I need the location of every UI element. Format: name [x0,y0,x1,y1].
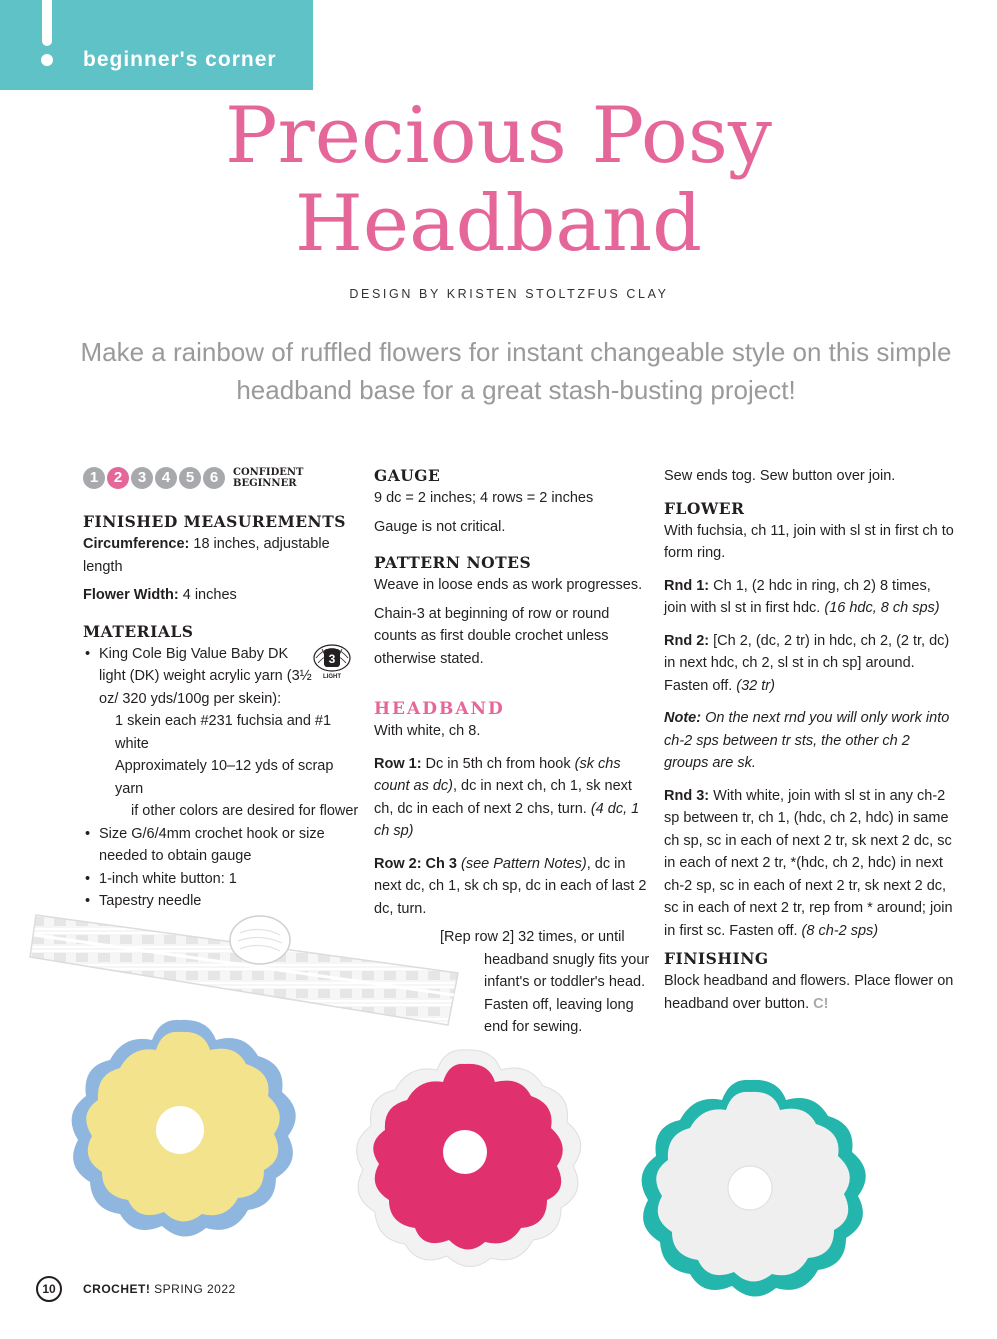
page-number: 10 [36,1276,62,1302]
skill-level-4: 4 [155,467,177,489]
pink-flower-photo [325,1040,605,1280]
list-item: • Tapestry needle [83,890,361,913]
flower-heading: FLOWER [664,498,745,518]
round-3: Rnd 3: With white, join with sl st in any ch-2 sp between tr, ch 1, (hdc, ch 2, hdc) in same ch sp, sc in each of next 2 tr, sk next 2 dc, sc in each of next 2 tr, *(hdc, ch 2, hdc) in next ch-2 sp, sc in each of next 2 tr, sk next 2 dc, sc in each of next 2 tr, rep from * around; join in first sc. Fasten off. (8 ch-2 sps) [664,787,953,939]
title-line-1: Precious Posy [225,91,772,181]
flower-start: With fuchsia, ch 11, join with sl st in first ch to form ring. [664,522,954,561]
gauge-note: Gauge is not critical. [374,518,506,535]
skill-level [83,465,361,491]
pattern-note: Chain-3 at beginning of row or round counts as first double crochet unless otherwise stated. [374,605,610,667]
flower-icon [642,1080,866,1297]
list-item: • 1-inch white button: 1 [83,868,361,891]
skill-level-3: 3 [131,467,153,489]
row-2: Row 2: Ch 3 (see Pattern Notes), dc in next dc, ch 1, sk ch sp, dc in each of last 2 dc, turn. [374,855,647,917]
repeat-line: Fasten off, leaving long [484,996,634,1013]
skill-level-6: 6 [203,467,225,489]
finished-measurements-heading: FINISHED MEASUREMENTS [83,512,346,531]
yellow-flower-photo [40,1010,320,1250]
repeat-line: end for sewing. [484,1019,583,1035]
pattern-notes-heading: PATTERN NOTES [374,553,532,572]
finishing-text: Block headband and flowers. Place flower on headband over button. C! [664,973,954,1012]
section-label: beginner's corner [83,48,277,71]
column-3 [664,465,954,1021]
gauge-line: 9 dc = 2 inches; 4 rows = 2 inches [374,490,594,506]
sew-instruction: Sew ends tog. Sew button over join. [664,468,896,484]
column-1 [83,465,361,913]
list-item: • King Cole Big Value Baby DK light (DK) weight acrylic yarn (3½ oz/ 320 yds/100g per skein): [83,643,361,711]
round-1: Rnd 1: Ch 1, (2 hdc in ring, ch 2) 8 times, join with sl st in first hdc. (16 hdc, 8 ch sps) [664,577,940,616]
skill-level-1: 1 [83,467,105,489]
list-item: Approximately 10–12 yds of scrap yarn [115,758,334,797]
exclamation-icon [38,0,56,90]
button-icon [230,916,290,964]
round-2: Rnd 2: [Ch 2, (dc, 2 tr) in hdc, ch 2, (2 tr, dc) in next hdc, ch 2, sl st in ch sp] around. Fasten off. (32 tr) [664,632,950,694]
repeat-line: infant's or toddler's head. [484,974,646,990]
round-note: Note: On the next rnd you will only work into ch-2 sps between tr sts, the other ch 2 groups are sk. [664,710,950,771]
repeat-line: headband snugly fits your [484,951,650,968]
skill-level-2: 2 [107,467,129,489]
yarn-weight-label: LIGHT [323,674,341,680]
row-1: Row 1: Dc in 5th ch from hook (sk chs count as dc), dc in next ch, ch 1, sk next ch, dc in each of next 2 chs, turn. (4 dc, 1 ch sp) [374,755,640,839]
flower-width: Flower Width: 4 inches [83,587,237,603]
section-tab [0,0,313,90]
byline: DESIGN BY KRISTEN STOLTZFUS CLAY [349,287,669,301]
circumference: Circumference: 18 inches, adjustable length [83,536,330,575]
skill-level-5: 5 [179,467,201,489]
footer-issue: CROCHET! SPRING 2022 [83,1282,236,1296]
intro-text: Make a rainbow of ruffled flowers for instant changeable style on this simple headband base for a great stash-busting project! [80,337,952,405]
page-title [0,92,997,268]
headband-start: With white, ch 8. [374,723,481,739]
finishing-heading: FINISHING [664,949,769,968]
list-item: if other colors are desired for flower [131,803,359,819]
materials-heading: MATERIALS [83,621,194,641]
headband-heading: HEADBAND [374,699,505,719]
title-line-2: Headband [294,179,703,269]
svg-text:3: 3 [328,652,336,666]
skill-label: CONFIDENT BEGINNER [233,467,304,489]
gauge-heading: GAUGE [374,466,441,485]
flower-icon [72,1020,296,1237]
repeat-line: [Rep row 2] 32 times, or until [440,929,625,945]
list-item: • Size G/6/4mm crochet hook or size needed to obtain gauge [83,823,361,868]
pattern-note: Weave in loose ends as work progresses. [374,577,643,593]
list-item: 1 skein each #231 fuchsia and #1 white [115,713,332,752]
teal-flower-photo [610,1070,890,1310]
flower-icon [357,1050,581,1267]
